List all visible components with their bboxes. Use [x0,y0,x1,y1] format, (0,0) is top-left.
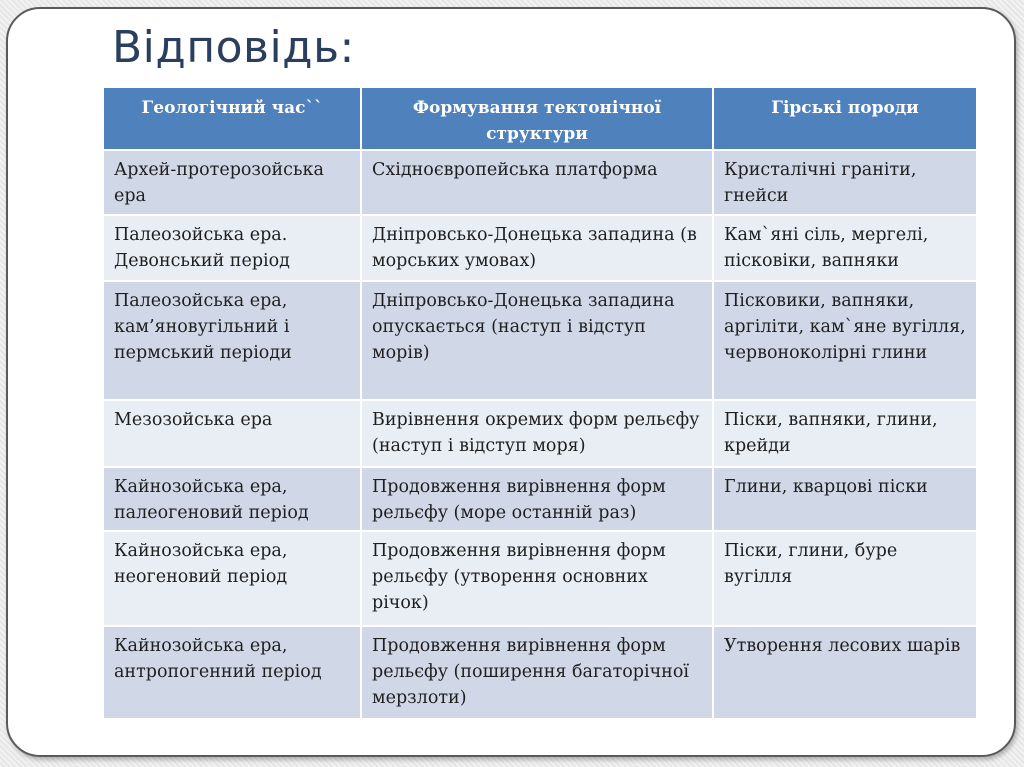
table-row [103,281,977,400]
header-rocks: Гірські породи [713,87,977,150]
cell-tectonic-structure: Східноєвропейська платформа [361,150,713,215]
header-tectonic-structure: Формування тектонічної структури [361,87,713,150]
cell-tectonic-structure: Продовження вирівнення форм рельєфу (утворення основних річок) [361,531,713,626]
cell-tectonic-structure: Вирівнення окремих форм рельєфу (наступ і відступ моря) [361,400,713,467]
table-row [103,400,977,467]
table-row [103,626,977,719]
cell-rocks: Кристалічні граніти, гнейси [713,150,977,215]
table-header-row [103,87,977,150]
cell-geological-time: Кайнозойська ера, антропогенний період [103,626,361,719]
table-row [103,467,977,531]
cell-geological-time: Кайнозойська ера, неогеновий період [103,531,361,626]
cell-rocks: Піски, глини, буре вугілля [713,531,977,626]
geology-table [102,86,978,720]
cell-rocks: Пісковики, вапняки, аргіліти, кам`яне вугілля, червоноколірні глини [713,281,977,400]
cell-geological-time: Мезозойська ера [103,400,361,467]
cell-tectonic-structure: Дніпровсько-Донецька западина (в морських умовах) [361,215,713,281]
cell-tectonic-structure: Дніпровсько-Донецька западина опускається (наступ і відступ морів) [361,281,713,400]
table-row [103,150,977,215]
cell-geological-time: Палеозойська ера, кам’яновугільний і пермський періоди [103,281,361,400]
cell-rocks: Піски, вапняки, глини, крейди [713,400,977,467]
header-geological-time: Геологічний час`` [103,87,361,150]
cell-geological-time: Палеозойська ера. Девонський період [103,215,361,281]
cell-tectonic-structure: Продовження вирівнення форм рельєфу (море останній раз) [361,467,713,531]
cell-tectonic-structure: Продовження вирівнення форм рельєфу (поширення багаторічної мерзлоти) [361,626,713,719]
table-row [103,531,977,626]
slide-title: Відповідь: [112,22,355,73]
cell-rocks: Утворення лесових шарів [713,626,977,719]
cell-rocks: Кам`яні сіль, мергелі, пісковіки, вапняки [713,215,977,281]
cell-rocks: Глини, кварцові піски [713,467,977,531]
cell-geological-time: Кайнозойська ера, палеогеновий період [103,467,361,531]
cell-geological-time: Архей-протерозойська ера [103,150,361,215]
table-row [103,215,977,281]
